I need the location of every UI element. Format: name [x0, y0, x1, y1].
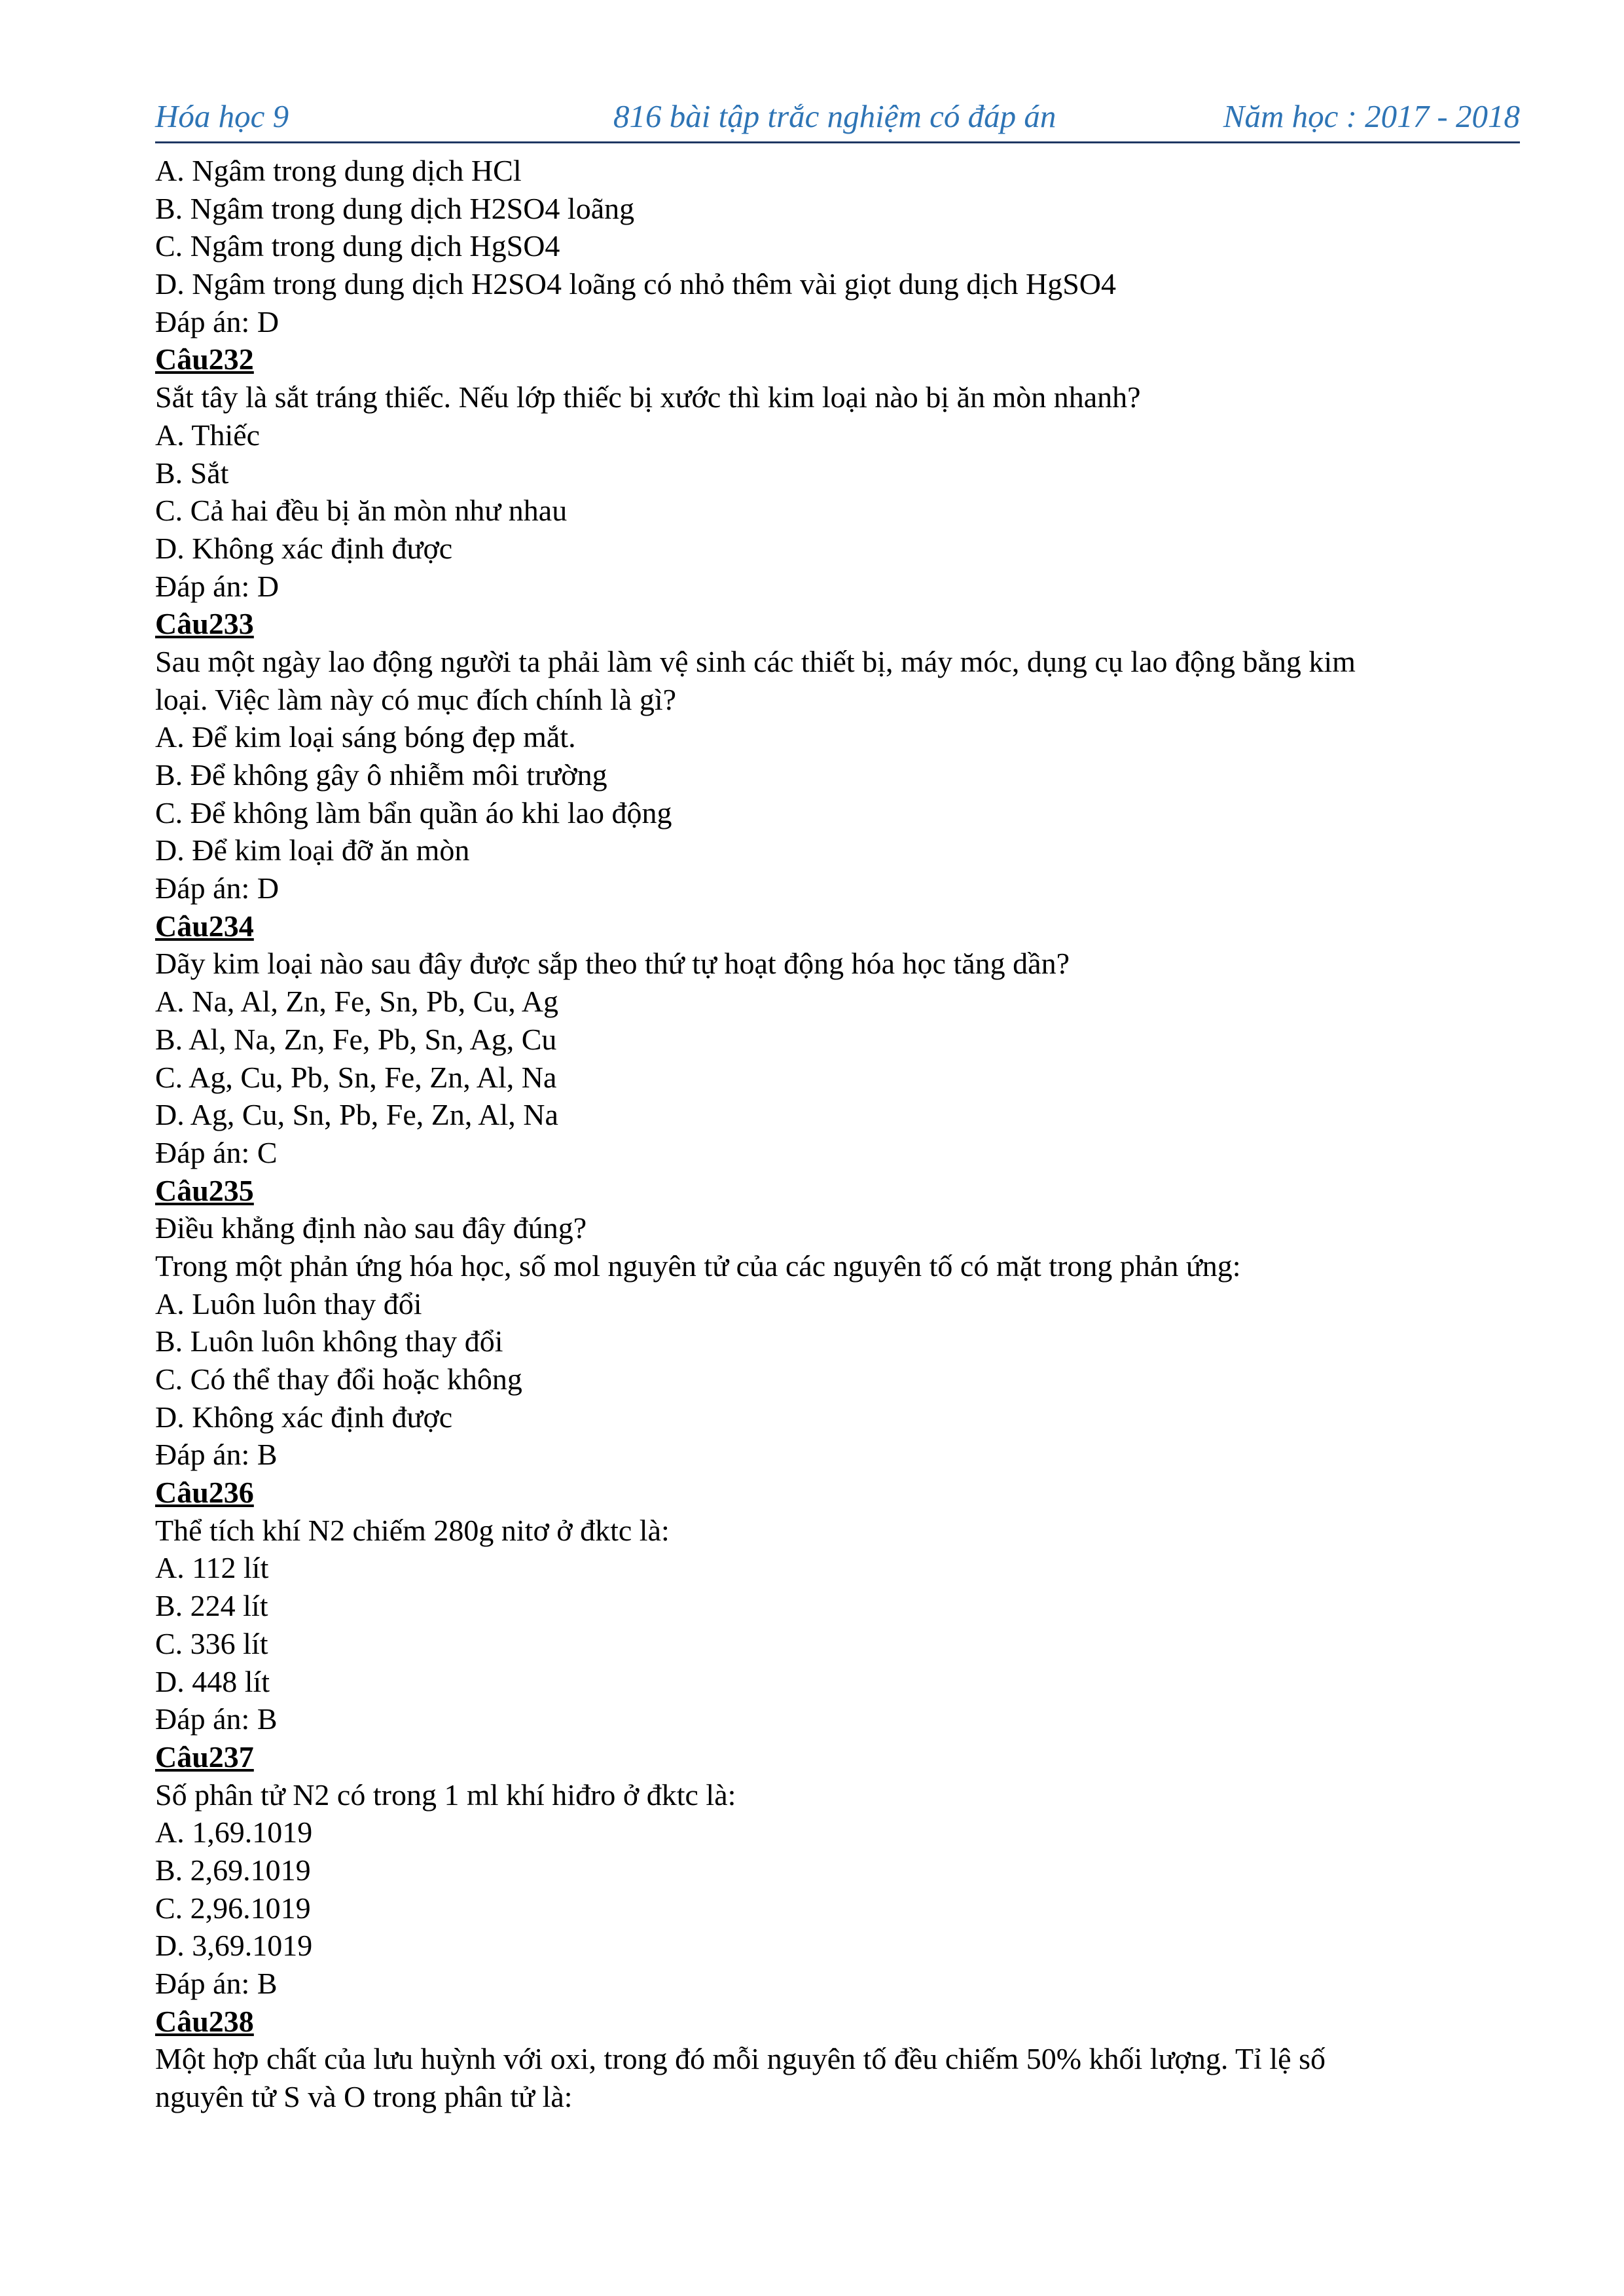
- answer-option: D. Không xác định được: [155, 531, 453, 565]
- answer-key: Đáp án: D: [155, 304, 280, 338]
- answer-key: Đáp án: D: [155, 569, 280, 603]
- question-text: Sau một ngày lao động người ta phải làm vệ sinh các thiết bị, máy móc, dụng cụ lao động bằng kim: [155, 644, 1356, 678]
- answer-option: A. Để kim loại sáng bóng đẹp mắt.: [155, 720, 576, 754]
- answer-option: A. 1,69.1019: [155, 1815, 313, 1850]
- answer-option: B. 2,69.1019: [155, 1853, 311, 1887]
- question-heading: Câu234: [155, 909, 254, 943]
- answer-key: Đáp án: B: [155, 1967, 278, 2000]
- answer-option: C. Cả hai đều bị ăn mòn như nhau: [155, 494, 568, 528]
- answer-option: C. Ag, Cu, Pb, Sn, Fe, Zn, Al, Na: [155, 1060, 557, 1094]
- question-text: Thể tích khí N2 chiếm 280g nitơ ở đktc là:: [155, 1513, 670, 1547]
- answer-option: A. Ngâm trong dung dịch HCl: [155, 154, 522, 187]
- answer-option: D. Không xác định được: [155, 1400, 453, 1434]
- question-text: loại. Việc làm này có mục đích chính là gì?: [155, 682, 677, 716]
- answer-option: B. 224 lít: [155, 1589, 268, 1623]
- answer-option: D. Ag, Cu, Sn, Pb, Fe, Zn, Al, Na: [155, 1098, 558, 1132]
- answer-option: C. Có thể thay đổi hoặc không: [155, 1362, 522, 1396]
- answer-option: D. Ngâm trong dung dịch H2SO4 loãng có nhỏ thêm vài giọt dung dịch HgSO4: [155, 267, 1117, 301]
- answer-option: A. Na, Al, Zn, Fe, Sn, Pb, Cu, Ag: [155, 985, 558, 1019]
- answer-option: B. Để không gây ô nhiễm môi trường: [155, 758, 607, 792]
- answer-option: B. Ngâm trong dung dịch H2SO4 loãng: [155, 191, 635, 225]
- question-text: Một hợp chất của lưu huỳnh với oxi, trong đó mỗi nguyên tố đều chiếm 50% khối lượng. Tỉ lệ số: [155, 2042, 1326, 2076]
- answer-option: C. Ngâm trong dung dịch HgSO4: [155, 229, 560, 263]
- header-subject: Hóa học 9: [155, 98, 289, 134]
- question-heading: Câu238: [155, 2004, 254, 2038]
- question-heading: Câu237: [155, 1740, 254, 1774]
- answer-option: C. Để không làm bẩn quần áo khi lao động: [155, 795, 672, 829]
- question-text: nguyên tử S và O trong phân tử là:: [155, 2080, 573, 2114]
- answer-option: B. Sắt: [155, 456, 229, 490]
- answer-key: Đáp án: C: [155, 1135, 278, 1169]
- answer-option: C. 2,96.1019: [155, 1891, 311, 1925]
- answer-option: D. 448 lít: [155, 1664, 270, 1698]
- answer-option: A. Luôn luôn thay đổi: [155, 1286, 422, 1321]
- answer-option: B. Luôn luôn không thay đổi: [155, 1324, 503, 1358]
- header-school-year: Năm học : 2017 - 2018: [1223, 98, 1520, 134]
- answer-key: Đáp án: B: [155, 1702, 278, 1736]
- question-text: Sắt tây là sắt tráng thiếc. Nếu lớp thiếc bị xước thì kim loại nào bị ăn mòn nhanh?: [155, 380, 1141, 414]
- question-text: Dãy kim loại nào sau đây được sắp theo thứ tự hoạt động hóa học tăng dần?: [155, 947, 1070, 981]
- answer-option: A. 112 lít: [155, 1551, 269, 1585]
- answer-option: D. Để kim loại đỡ ăn mòn: [155, 833, 470, 867]
- question-heading: Câu232: [155, 342, 254, 376]
- answer-key: Đáp án: D: [155, 871, 280, 905]
- question-heading: Câu235: [155, 1173, 254, 1207]
- question-heading: Câu236: [155, 1476, 254, 1510]
- document-body: [155, 152, 1504, 2116]
- question-text: Trong một phản ứng hóa học, số mol nguyên tử của các nguyên tố có mặt trong phản ứng:: [155, 1248, 1241, 1283]
- answer-option: C. 336 lít: [155, 1626, 268, 1660]
- header-title: 816 bài tập trắc nghiệm có đáp án: [613, 98, 1056, 134]
- question-text: Điều khẳng định nào sau đây đúng?: [155, 1211, 587, 1245]
- answer-key: Đáp án: B: [155, 1438, 278, 1472]
- answer-option: D. 3,69.1019: [155, 1929, 313, 1963]
- page-header: [155, 92, 1520, 143]
- question-heading: Câu233: [155, 607, 254, 641]
- question-text: Số phân tử N2 có trong 1 ml khí hiđro ở đktc là:: [155, 1777, 736, 1812]
- answer-option: A. Thiếc: [155, 418, 261, 452]
- answer-option: B. Al, Na, Zn, Fe, Pb, Sn, Ag, Cu: [155, 1022, 557, 1056]
